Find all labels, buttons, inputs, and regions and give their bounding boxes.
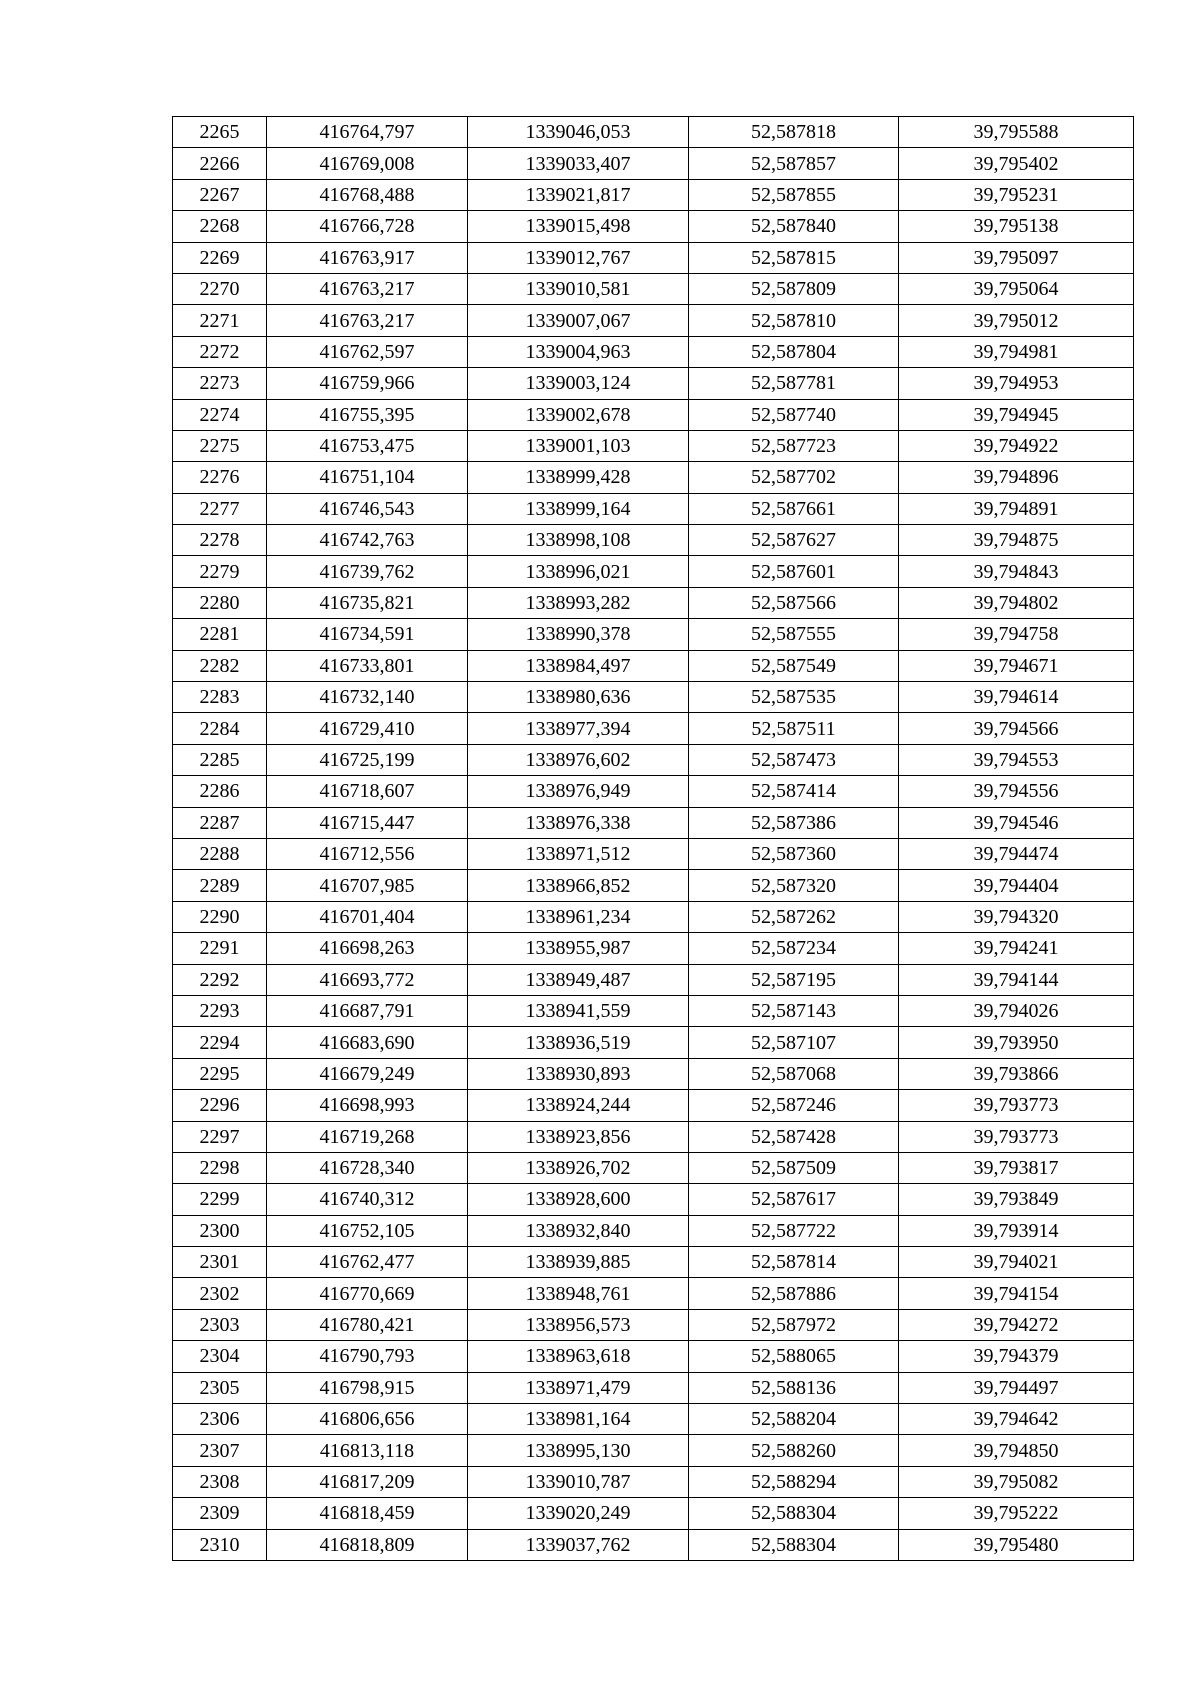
x-coordinate-cell: 416693,772 <box>267 964 468 995</box>
x-coordinate-cell: 416698,993 <box>267 1090 468 1121</box>
longitude-cell: 39,793773 <box>899 1121 1134 1152</box>
latitude-cell: 52,588065 <box>689 1341 899 1372</box>
latitude-cell: 52,587246 <box>689 1090 899 1121</box>
y-coordinate-cell: 1339003,124 <box>468 368 689 399</box>
longitude-cell: 39,794981 <box>899 336 1134 367</box>
table-row <box>173 964 1134 995</box>
point-number-cell: 2278 <box>173 525 267 556</box>
point-number-cell: 2273 <box>173 368 267 399</box>
point-number-cell: 2287 <box>173 807 267 838</box>
y-coordinate-cell: 1339004,963 <box>468 336 689 367</box>
table-row <box>173 587 1134 618</box>
y-coordinate-cell: 1338990,378 <box>468 619 689 650</box>
x-coordinate-cell: 416712,556 <box>267 838 468 869</box>
x-coordinate-cell: 416769,008 <box>267 148 468 179</box>
y-coordinate-cell: 1338976,338 <box>468 807 689 838</box>
y-coordinate-cell: 1339021,817 <box>468 179 689 210</box>
point-number-cell: 2267 <box>173 179 267 210</box>
table-row <box>173 619 1134 650</box>
longitude-cell: 39,794026 <box>899 995 1134 1026</box>
y-coordinate-cell: 1338924,244 <box>468 1090 689 1121</box>
table-row <box>173 1529 1134 1560</box>
x-coordinate-cell: 416763,217 <box>267 273 468 304</box>
table-row <box>173 493 1134 524</box>
x-coordinate-cell: 416679,249 <box>267 1058 468 1089</box>
point-number-cell: 2277 <box>173 493 267 524</box>
y-coordinate-cell: 1338941,559 <box>468 995 689 1026</box>
table-row <box>173 1247 1134 1278</box>
longitude-cell: 39,793950 <box>899 1027 1134 1058</box>
table-row <box>173 1435 1134 1466</box>
point-number-cell: 2310 <box>173 1529 267 1560</box>
latitude-cell: 52,587320 <box>689 870 899 901</box>
point-number-cell: 2289 <box>173 870 267 901</box>
y-coordinate-cell: 1338932,840 <box>468 1215 689 1246</box>
x-coordinate-cell: 416764,797 <box>267 117 468 148</box>
x-coordinate-cell: 416763,917 <box>267 242 468 273</box>
latitude-cell: 52,587722 <box>689 1215 899 1246</box>
latitude-cell: 52,587855 <box>689 179 899 210</box>
point-number-cell: 2266 <box>173 148 267 179</box>
x-coordinate-cell: 416752,105 <box>267 1215 468 1246</box>
y-coordinate-cell: 1339010,581 <box>468 273 689 304</box>
table-row <box>173 1121 1134 1152</box>
longitude-cell: 39,794945 <box>899 399 1134 430</box>
latitude-cell: 52,587702 <box>689 462 899 493</box>
point-number-cell: 2300 <box>173 1215 267 1246</box>
point-number-cell: 2275 <box>173 430 267 461</box>
longitude-cell: 39,795138 <box>899 211 1134 242</box>
table-row <box>173 1372 1134 1403</box>
x-coordinate-cell: 416725,199 <box>267 744 468 775</box>
table-row <box>173 870 1134 901</box>
latitude-cell: 52,587360 <box>689 838 899 869</box>
longitude-cell: 39,794671 <box>899 650 1134 681</box>
y-coordinate-cell: 1338956,573 <box>468 1309 689 1340</box>
x-coordinate-cell: 416728,340 <box>267 1152 468 1183</box>
x-coordinate-cell: 416718,607 <box>267 776 468 807</box>
x-coordinate-cell: 416742,763 <box>267 525 468 556</box>
y-coordinate-cell: 1338976,949 <box>468 776 689 807</box>
table-row <box>173 1215 1134 1246</box>
x-coordinate-cell: 416762,597 <box>267 336 468 367</box>
point-number-cell: 2309 <box>173 1498 267 1529</box>
point-number-cell: 2286 <box>173 776 267 807</box>
longitude-cell: 39,794896 <box>899 462 1134 493</box>
y-coordinate-cell: 1338926,702 <box>468 1152 689 1183</box>
point-number-cell: 2282 <box>173 650 267 681</box>
y-coordinate-cell: 1338993,282 <box>468 587 689 618</box>
latitude-cell: 52,587509 <box>689 1152 899 1183</box>
table-row <box>173 117 1134 148</box>
latitude-cell: 52,587195 <box>689 964 899 995</box>
latitude-cell: 52,587781 <box>689 368 899 399</box>
x-coordinate-cell: 416729,410 <box>267 713 468 744</box>
y-coordinate-cell: 1338939,885 <box>468 1247 689 1278</box>
x-coordinate-cell: 416753,475 <box>267 430 468 461</box>
table-row <box>173 179 1134 210</box>
latitude-cell: 52,587740 <box>689 399 899 430</box>
table-row <box>173 1498 1134 1529</box>
longitude-cell: 39,794379 <box>899 1341 1134 1372</box>
latitude-cell: 52,587414 <box>689 776 899 807</box>
longitude-cell: 39,795402 <box>899 148 1134 179</box>
point-number-cell: 2293 <box>173 995 267 1026</box>
point-number-cell: 2299 <box>173 1184 267 1215</box>
coordinates-table <box>172 116 1134 1561</box>
table-row <box>173 713 1134 744</box>
longitude-cell: 39,795588 <box>899 117 1134 148</box>
table-row <box>173 430 1134 461</box>
latitude-cell: 52,587617 <box>689 1184 899 1215</box>
latitude-cell: 52,587535 <box>689 682 899 713</box>
point-number-cell: 2272 <box>173 336 267 367</box>
latitude-cell: 52,587810 <box>689 305 899 336</box>
longitude-cell: 39,795064 <box>899 273 1134 304</box>
table-row <box>173 462 1134 493</box>
point-number-cell: 2305 <box>173 1372 267 1403</box>
latitude-cell: 52,587068 <box>689 1058 899 1089</box>
longitude-cell: 39,794144 <box>899 964 1134 995</box>
x-coordinate-cell: 416733,801 <box>267 650 468 681</box>
y-coordinate-cell: 1338948,761 <box>468 1278 689 1309</box>
x-coordinate-cell: 416759,966 <box>267 368 468 399</box>
longitude-cell: 39,794404 <box>899 870 1134 901</box>
x-coordinate-cell: 416766,728 <box>267 211 468 242</box>
x-coordinate-cell: 416740,312 <box>267 1184 468 1215</box>
point-number-cell: 2292 <box>173 964 267 995</box>
longitude-cell: 39,794241 <box>899 933 1134 964</box>
latitude-cell: 52,588304 <box>689 1529 899 1560</box>
y-coordinate-cell: 1339037,762 <box>468 1529 689 1560</box>
latitude-cell: 52,587804 <box>689 336 899 367</box>
latitude-cell: 52,587566 <box>689 587 899 618</box>
table-row <box>173 995 1134 1026</box>
longitude-cell: 39,795097 <box>899 242 1134 273</box>
x-coordinate-cell: 416806,656 <box>267 1404 468 1435</box>
longitude-cell: 39,795012 <box>899 305 1134 336</box>
table-row <box>173 776 1134 807</box>
table-row <box>173 650 1134 681</box>
latitude-cell: 52,587723 <box>689 430 899 461</box>
longitude-cell: 39,793914 <box>899 1215 1134 1246</box>
latitude-cell: 52,588260 <box>689 1435 899 1466</box>
longitude-cell: 39,794843 <box>899 556 1134 587</box>
y-coordinate-cell: 1338995,130 <box>468 1435 689 1466</box>
longitude-cell: 39,794566 <box>899 713 1134 744</box>
longitude-cell: 39,795480 <box>899 1529 1134 1560</box>
x-coordinate-cell: 416751,104 <box>267 462 468 493</box>
x-coordinate-cell: 416701,404 <box>267 901 468 932</box>
longitude-cell: 39,793849 <box>899 1184 1134 1215</box>
latitude-cell: 52,587857 <box>689 148 899 179</box>
y-coordinate-cell: 1338936,519 <box>468 1027 689 1058</box>
longitude-cell: 39,795222 <box>899 1498 1134 1529</box>
y-coordinate-cell: 1338998,108 <box>468 525 689 556</box>
x-coordinate-cell: 416746,543 <box>267 493 468 524</box>
point-number-cell: 2265 <box>173 117 267 148</box>
latitude-cell: 52,587972 <box>689 1309 899 1340</box>
latitude-cell: 52,588136 <box>689 1372 899 1403</box>
x-coordinate-cell: 416798,915 <box>267 1372 468 1403</box>
y-coordinate-cell: 1338966,852 <box>468 870 689 901</box>
longitude-cell: 39,794850 <box>899 1435 1134 1466</box>
y-coordinate-cell: 1339001,103 <box>468 430 689 461</box>
table-row <box>173 242 1134 273</box>
point-number-cell: 2304 <box>173 1341 267 1372</box>
longitude-cell: 39,794922 <box>899 430 1134 461</box>
latitude-cell: 52,587840 <box>689 211 899 242</box>
latitude-cell: 52,587818 <box>689 117 899 148</box>
longitude-cell: 39,794021 <box>899 1247 1134 1278</box>
longitude-cell: 39,794497 <box>899 1372 1134 1403</box>
x-coordinate-cell: 416768,488 <box>267 179 468 210</box>
y-coordinate-cell: 1339033,407 <box>468 148 689 179</box>
table-row <box>173 368 1134 399</box>
table-row <box>173 807 1134 838</box>
longitude-cell: 39,794154 <box>899 1278 1134 1309</box>
point-number-cell: 2307 <box>173 1435 267 1466</box>
longitude-cell: 39,794272 <box>899 1309 1134 1340</box>
point-number-cell: 2306 <box>173 1404 267 1435</box>
y-coordinate-cell: 1338930,893 <box>468 1058 689 1089</box>
table-row <box>173 1090 1134 1121</box>
y-coordinate-cell: 1338971,512 <box>468 838 689 869</box>
longitude-cell: 39,794553 <box>899 744 1134 775</box>
table-row <box>173 901 1134 932</box>
table-row <box>173 305 1134 336</box>
table-row <box>173 1278 1134 1309</box>
x-coordinate-cell: 416818,809 <box>267 1529 468 1560</box>
latitude-cell: 52,587661 <box>689 493 899 524</box>
table-row <box>173 399 1134 430</box>
point-number-cell: 2295 <box>173 1058 267 1089</box>
longitude-cell: 39,793773 <box>899 1090 1134 1121</box>
longitude-cell: 39,793817 <box>899 1152 1134 1183</box>
table-row <box>173 148 1134 179</box>
point-number-cell: 2297 <box>173 1121 267 1152</box>
table-row <box>173 1058 1134 1089</box>
y-coordinate-cell: 1338963,618 <box>468 1341 689 1372</box>
x-coordinate-cell: 416770,669 <box>267 1278 468 1309</box>
y-coordinate-cell: 1339015,498 <box>468 211 689 242</box>
x-coordinate-cell: 416762,477 <box>267 1247 468 1278</box>
point-number-cell: 2291 <box>173 933 267 964</box>
latitude-cell: 52,587262 <box>689 901 899 932</box>
longitude-cell: 39,793866 <box>899 1058 1134 1089</box>
y-coordinate-cell: 1339007,067 <box>468 305 689 336</box>
longitude-cell: 39,794891 <box>899 493 1134 524</box>
longitude-cell: 39,795082 <box>899 1466 1134 1497</box>
point-number-cell: 2268 <box>173 211 267 242</box>
latitude-cell: 52,587107 <box>689 1027 899 1058</box>
latitude-cell: 52,587886 <box>689 1278 899 1309</box>
point-number-cell: 2269 <box>173 242 267 273</box>
x-coordinate-cell: 416813,118 <box>267 1435 468 1466</box>
x-coordinate-cell: 416715,447 <box>267 807 468 838</box>
longitude-cell: 39,794474 <box>899 838 1134 869</box>
point-number-cell: 2270 <box>173 273 267 304</box>
x-coordinate-cell: 416683,690 <box>267 1027 468 1058</box>
y-coordinate-cell: 1338928,600 <box>468 1184 689 1215</box>
table-row <box>173 336 1134 367</box>
latitude-cell: 52,587601 <box>689 556 899 587</box>
longitude-cell: 39,794758 <box>899 619 1134 650</box>
latitude-cell: 52,587815 <box>689 242 899 273</box>
x-coordinate-cell: 416707,985 <box>267 870 468 901</box>
table-row <box>173 838 1134 869</box>
latitude-cell: 52,588204 <box>689 1404 899 1435</box>
longitude-cell: 39,794320 <box>899 901 1134 932</box>
latitude-cell: 52,587555 <box>689 619 899 650</box>
point-number-cell: 2301 <box>173 1247 267 1278</box>
y-coordinate-cell: 1338977,394 <box>468 713 689 744</box>
point-number-cell: 2271 <box>173 305 267 336</box>
longitude-cell: 39,794875 <box>899 525 1134 556</box>
y-coordinate-cell: 1339010,787 <box>468 1466 689 1497</box>
table-row <box>173 273 1134 304</box>
table-row <box>173 933 1134 964</box>
table-row <box>173 1152 1134 1183</box>
y-coordinate-cell: 1338976,602 <box>468 744 689 775</box>
longitude-cell: 39,794802 <box>899 587 1134 618</box>
x-coordinate-cell: 416698,263 <box>267 933 468 964</box>
y-coordinate-cell: 1338981,164 <box>468 1404 689 1435</box>
coordinates-table-body <box>173 117 1134 1561</box>
latitude-cell: 52,587549 <box>689 650 899 681</box>
y-coordinate-cell: 1339046,053 <box>468 117 689 148</box>
table-row <box>173 1184 1134 1215</box>
longitude-cell: 39,794614 <box>899 682 1134 713</box>
x-coordinate-cell: 416763,217 <box>267 305 468 336</box>
y-coordinate-cell: 1339012,767 <box>468 242 689 273</box>
latitude-cell: 52,587386 <box>689 807 899 838</box>
point-number-cell: 2285 <box>173 744 267 775</box>
x-coordinate-cell: 416780,421 <box>267 1309 468 1340</box>
x-coordinate-cell: 416735,821 <box>267 587 468 618</box>
longitude-cell: 39,794642 <box>899 1404 1134 1435</box>
latitude-cell: 52,587428 <box>689 1121 899 1152</box>
x-coordinate-cell: 416687,791 <box>267 995 468 1026</box>
latitude-cell: 52,588294 <box>689 1466 899 1497</box>
x-coordinate-cell: 416719,268 <box>267 1121 468 1152</box>
table-row <box>173 744 1134 775</box>
x-coordinate-cell: 416734,591 <box>267 619 468 650</box>
y-coordinate-cell: 1338955,987 <box>468 933 689 964</box>
point-number-cell: 2296 <box>173 1090 267 1121</box>
table-row <box>173 1309 1134 1340</box>
point-number-cell: 2281 <box>173 619 267 650</box>
y-coordinate-cell: 1338949,487 <box>468 964 689 995</box>
point-number-cell: 2276 <box>173 462 267 493</box>
point-number-cell: 2302 <box>173 1278 267 1309</box>
x-coordinate-cell: 416818,459 <box>267 1498 468 1529</box>
table-row <box>173 556 1134 587</box>
x-coordinate-cell: 416755,395 <box>267 399 468 430</box>
y-coordinate-cell: 1338999,164 <box>468 493 689 524</box>
latitude-cell: 52,587234 <box>689 933 899 964</box>
y-coordinate-cell: 1338980,636 <box>468 682 689 713</box>
table-row <box>173 1341 1134 1372</box>
latitude-cell: 52,587473 <box>689 744 899 775</box>
table-row <box>173 525 1134 556</box>
latitude-cell: 52,587814 <box>689 1247 899 1278</box>
y-coordinate-cell: 1338923,856 <box>468 1121 689 1152</box>
y-coordinate-cell: 1338961,234 <box>468 901 689 932</box>
longitude-cell: 39,795231 <box>899 179 1134 210</box>
x-coordinate-cell: 416790,793 <box>267 1341 468 1372</box>
y-coordinate-cell: 1339020,249 <box>468 1498 689 1529</box>
y-coordinate-cell: 1339002,678 <box>468 399 689 430</box>
point-number-cell: 2298 <box>173 1152 267 1183</box>
point-number-cell: 2290 <box>173 901 267 932</box>
latitude-cell: 52,587809 <box>689 273 899 304</box>
table-row <box>173 1027 1134 1058</box>
table-row <box>173 1404 1134 1435</box>
point-number-cell: 2288 <box>173 838 267 869</box>
latitude-cell: 52,587511 <box>689 713 899 744</box>
point-number-cell: 2279 <box>173 556 267 587</box>
y-coordinate-cell: 1338996,021 <box>468 556 689 587</box>
point-number-cell: 2308 <box>173 1466 267 1497</box>
point-number-cell: 2283 <box>173 682 267 713</box>
longitude-cell: 39,794556 <box>899 776 1134 807</box>
table-row <box>173 1466 1134 1497</box>
table-row <box>173 211 1134 242</box>
point-number-cell: 2294 <box>173 1027 267 1058</box>
latitude-cell: 52,588304 <box>689 1498 899 1529</box>
y-coordinate-cell: 1338999,428 <box>468 462 689 493</box>
point-number-cell: 2284 <box>173 713 267 744</box>
latitude-cell: 52,587627 <box>689 525 899 556</box>
point-number-cell: 2303 <box>173 1309 267 1340</box>
x-coordinate-cell: 416817,209 <box>267 1466 468 1497</box>
point-number-cell: 2280 <box>173 587 267 618</box>
latitude-cell: 52,587143 <box>689 995 899 1026</box>
longitude-cell: 39,794953 <box>899 368 1134 399</box>
x-coordinate-cell: 416732,140 <box>267 682 468 713</box>
longitude-cell: 39,794546 <box>899 807 1134 838</box>
point-number-cell: 2274 <box>173 399 267 430</box>
y-coordinate-cell: 1338971,479 <box>468 1372 689 1403</box>
table-row <box>173 682 1134 713</box>
x-coordinate-cell: 416739,762 <box>267 556 468 587</box>
y-coordinate-cell: 1338984,497 <box>468 650 689 681</box>
